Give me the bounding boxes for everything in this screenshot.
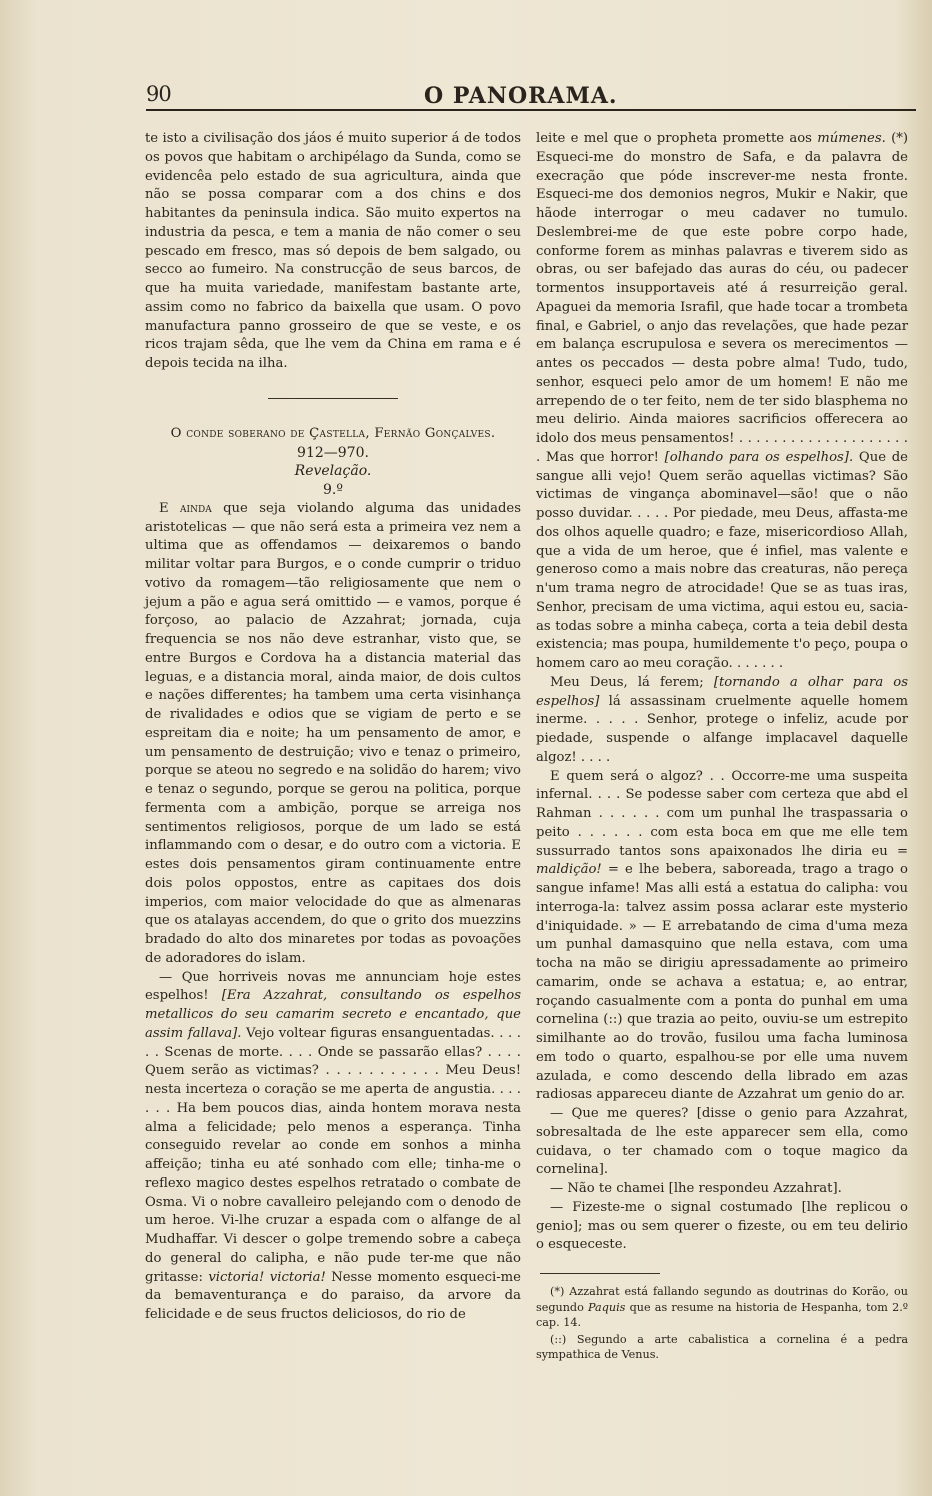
left-column bbox=[145, 130, 521, 1325]
paragraph-text: Vejo voltear figuras ensanguentadas. . . . . . Scenas de morte. . . . Onde se passarão ellas? . . . . Quem serão as victimas? . . . . . . . . . . . Meu Deus! nesta incerteza o coração se me aperta de angustia. . . . . . . Ha bem poucos dias, ainda hontem morava nesta alma a felicidade; pelo menos a esperança. Tinha conseguido revelar ao conde em sonhos a minha affeição; tinha eu até sonhado com elle; tinha-me o reflexo magico destes espelhos retratado o combate de Osma. Vi o nobre cavalleiro pelejando com o denodo de um heroe. Vi-lhe cruzar a espada com o alfange de al Mudhaffar. Vi descer o golpe tremendo sobre a cabeça do general do calipha, e não pude ter-me que não gritasse: bbox=[145, 1025, 521, 1285]
stage-direction: [tornando a olhar para os espelhos] bbox=[536, 674, 908, 709]
paragraph-text: lá assassinam cruelmente aquelle homem inerme. . . . . Senhor, protege o infeliz, acude por piedade, suspende o alfange implacavel daquelle algoz! . . . . bbox=[536, 693, 908, 765]
emphasis: maldição! bbox=[536, 862, 602, 878]
paragraph-text: = e lhe bebera, saboreada, trago a trago o sangue infame! Mas alli está a estatua do calipha: vou interroga-la: talvez assim possa aclarar este mysterio d'iniquidade. » — E arrebatando de cima d'uma meza um punhal damasquino que nella estava, com uma tocha na mão se dirigiu apressadamente ao primeiro camarim, onde se achava a estatua; e, ao entrar, roçando casualmente com a ponta do punhal em uma cornelina (::) que trazia ao peito, ouviu-se um estrepito similhante ao do trovão, fusilou uma facha luminosa em todo o quarto, espalhou-se por elle uma nuvem azulada, e como descendo della librado em azas radiosas appareceu diante de Azzahrat um genio do ar. bbox=[536, 862, 908, 1103]
body-paragraph bbox=[536, 768, 908, 1106]
footnote-text: que as resume na historia de Hespanha, tom 2.º cap. 14. bbox=[536, 1300, 909, 1329]
article-dates: 912—970. bbox=[297, 444, 369, 461]
article-title-name: Çastella, Fernão Gonçalves. bbox=[304, 425, 496, 441]
emphasis: victoria! victoria! bbox=[208, 1269, 326, 1285]
paragraph-text: (*) Esqueci-me do monstro de Safa, e da palavra de execração que póde inscrever-me nesta fronte. Esqueci-me dos demonios negros, Mukir e Nakir, que hãode interrogar o meu cadaver no tumulo. Deslembrei-me de que este pobre corpo hade, conforme forem as minhas palavras e tiverem sido as obras, ou ser bafejado das auras do céu, ou padecer tormentos insupportaveis até á resurreição geral. Apaguei da memoria Israfil, que hade tocar a trombeta final, e Gabriel, o anjo das revelações, que hade pezar em balança escrupulosa e severa os merecimentos — antes os peccados — desta pobre alma! Tudo, tudo, senhor, esqueci pelo amor de um homem! E não me arrependo de o ter feito, nem de ter sido blasphema no meu delirio. Ainda maiores sacrificios offerecera ao idolo dos meus pensamentos! . . . . . . . . . . . . . . . . . . . . . Mas que horror! bbox=[536, 131, 909, 465]
stage-direction: [olhando para os espelhos]. bbox=[664, 449, 854, 465]
chapter-number: 9.º bbox=[323, 482, 343, 498]
right-column bbox=[536, 130, 908, 1364]
footnote-rule bbox=[540, 1273, 660, 1274]
article-title-smallcaps: conde soberano de bbox=[186, 425, 305, 441]
section-divider bbox=[268, 398, 398, 399]
paragraph-text: Meu Deus, lá ferem; bbox=[550, 674, 714, 690]
journal-title: O PANORAMA. bbox=[424, 83, 618, 109]
body-paragraph bbox=[145, 500, 521, 969]
paragraph-text: Nesse momento esqueci-me da bemaventurança e do paraiso, da arvore da felicidade e de seus fructos deliciosos, do rio de bbox=[145, 1269, 521, 1322]
header-rule bbox=[146, 109, 916, 111]
page-header bbox=[146, 80, 918, 110]
emphasis: múmenes. bbox=[817, 131, 886, 146]
body-paragraph bbox=[145, 969, 521, 1325]
intro-paragraph: te isto a civilisação dos jáos é muito superior á de todos os povos que habitam o archipélago da Sunda, como se evidencêa pelo estado de sua agricultura, ainda que não se possa comparar com a dos chins e dos habitantes da peninsula indica. São muito expertos na industria da pesca, e tem a mania de não comer o seu pescado em fresco, mas só depois de bem salgado, ou secco ao fumeiro. Na construcção de seus barcos, de que ha muita variedade, manifestam bastante arte, assim como no fabrico da baixella que usam. O povo manufactura panno grosseiro de que se veste, e os ricos trajam sêda, que lhe vem da China em rama e é depois tecida na ilha. bbox=[145, 131, 521, 371]
paragraph-text: E quem será o algoz? . . Occorre-me uma suspeita infernal. . . . Se podesse saber com certeza que abd el Rahman . . . . . . com um punhal lhe traspassaria o peito . . . . . . com esta boca em que me elle tem sussurrado tantos sons apaixonados lhe diria eu = bbox=[536, 768, 908, 859]
paragraph-text: leite e mel que o propheta promette aos bbox=[536, 131, 818, 146]
article-title bbox=[145, 425, 521, 444]
body-paragraph bbox=[536, 130, 908, 674]
footnote bbox=[536, 1284, 908, 1331]
body-paragraph: — Que me queres? [disse o genio para Azzahrat, sobresaltada de lhe este apparecer sem ella, como cuidava, o ter chamado com o toque magico da cornelina]. bbox=[536, 1106, 908, 1178]
footnotes bbox=[536, 1284, 908, 1363]
paragraph-text: Que de sangue alli vejo! Quem serão aquellas victimas? São victimas de vingança abominavel—são! que o não posso duvidar. . . . . Por piedade, meu Deus, affasta-me dos olhos aquelle quadro; e faze, misericordioso Allah, que a vida de um heroe, que é infiel, mas valente e generoso como a mais nobre das creaturas, não pereça n'um trama negro de atrocidade! Que se as tuas iras, Senhor, precisam de uma victima, aqui estou eu, sacia-as todas sobre a minha cabeça, corta a teia debil desta existencia; mas poupa, humildemente t'o peço, poupa o homem caro ao meu coração. . . . . . . bbox=[536, 449, 908, 671]
page-number: 90 bbox=[146, 82, 171, 106]
body-paragraph: — Não te chamei [lhe respondeu Azzahrat]. bbox=[550, 1181, 842, 1196]
footnote-text: (*) Azzahrat está fallando segundo as doutrinas do Korão, ou segundo bbox=[536, 1285, 908, 1314]
footnote: (::) Segundo a arte cabalistica a cornelina é a pedra sympathica de Venus. bbox=[536, 1332, 908, 1361]
dropcap: E ainda bbox=[159, 500, 212, 516]
stage-direction: [Era Azzahrat, consultando os espelhos metallicos do seu camarim secreto e encantado, que assim fallava]. bbox=[145, 988, 521, 1041]
paragraph-text: — Que horriveis novas me annunciam hoje estes espelhos! bbox=[145, 969, 521, 1004]
body-paragraph bbox=[536, 674, 908, 768]
body-paragraph: — Fizeste-me o signal costumado [lhe replicou o genio]; mas ou sem querer o fizeste, ou em teu delirio o esqueceste. bbox=[536, 1199, 908, 1253]
paragraph-text: que seja violando alguma das unidades aristotelicas — que não será esta a primeira vez nem a ultima que as offendamos — deixaremos o bando militar voltar para Burgos, e o conde cumprir o triduo votivo da romagem—tão religiosamente que nem o jejum a pão e agua será omittido — e vamos, porque é forçoso, ao palacio de Azzahrat; jornada, cuja frequencia se nos não deve estranhar, visto que, se entre Burgos e Cordova ha a distancia material das leguas, e a distancia moral, ainda maior, de dois cultos e nações differentes; ha tambem uma certa visinhança de rivalidades e odios que se vigiam de perto e se espreitam dia e noite; ha um pensamento de amor, e um pensamento de destruição; vivo e tenaz o primeiro, porque se ateou no segredo e na solidão do harem; vivo e tenaz o segundo, porque se gerou na politica, porque fermenta com a ambição, porque se arreiga nos sentimentos religiosos, porque de um lado se está inflammando com o desar, e do outro com a victoria. E estes dois pensamentos giram continuamente entre dois polos oppostos, entre as capitaes dos dois imperios, com maior velocidade do que as almenaras que os atalayas accendem, do que o grito dos muezzins bradado do alto dos minaretes por todas as povoações de adoradores do islam. bbox=[145, 500, 522, 966]
emphasis: Paquis bbox=[588, 1300, 626, 1314]
article-title-prefix: O bbox=[170, 425, 187, 441]
article-subtitle: Revelação. bbox=[294, 463, 372, 480]
